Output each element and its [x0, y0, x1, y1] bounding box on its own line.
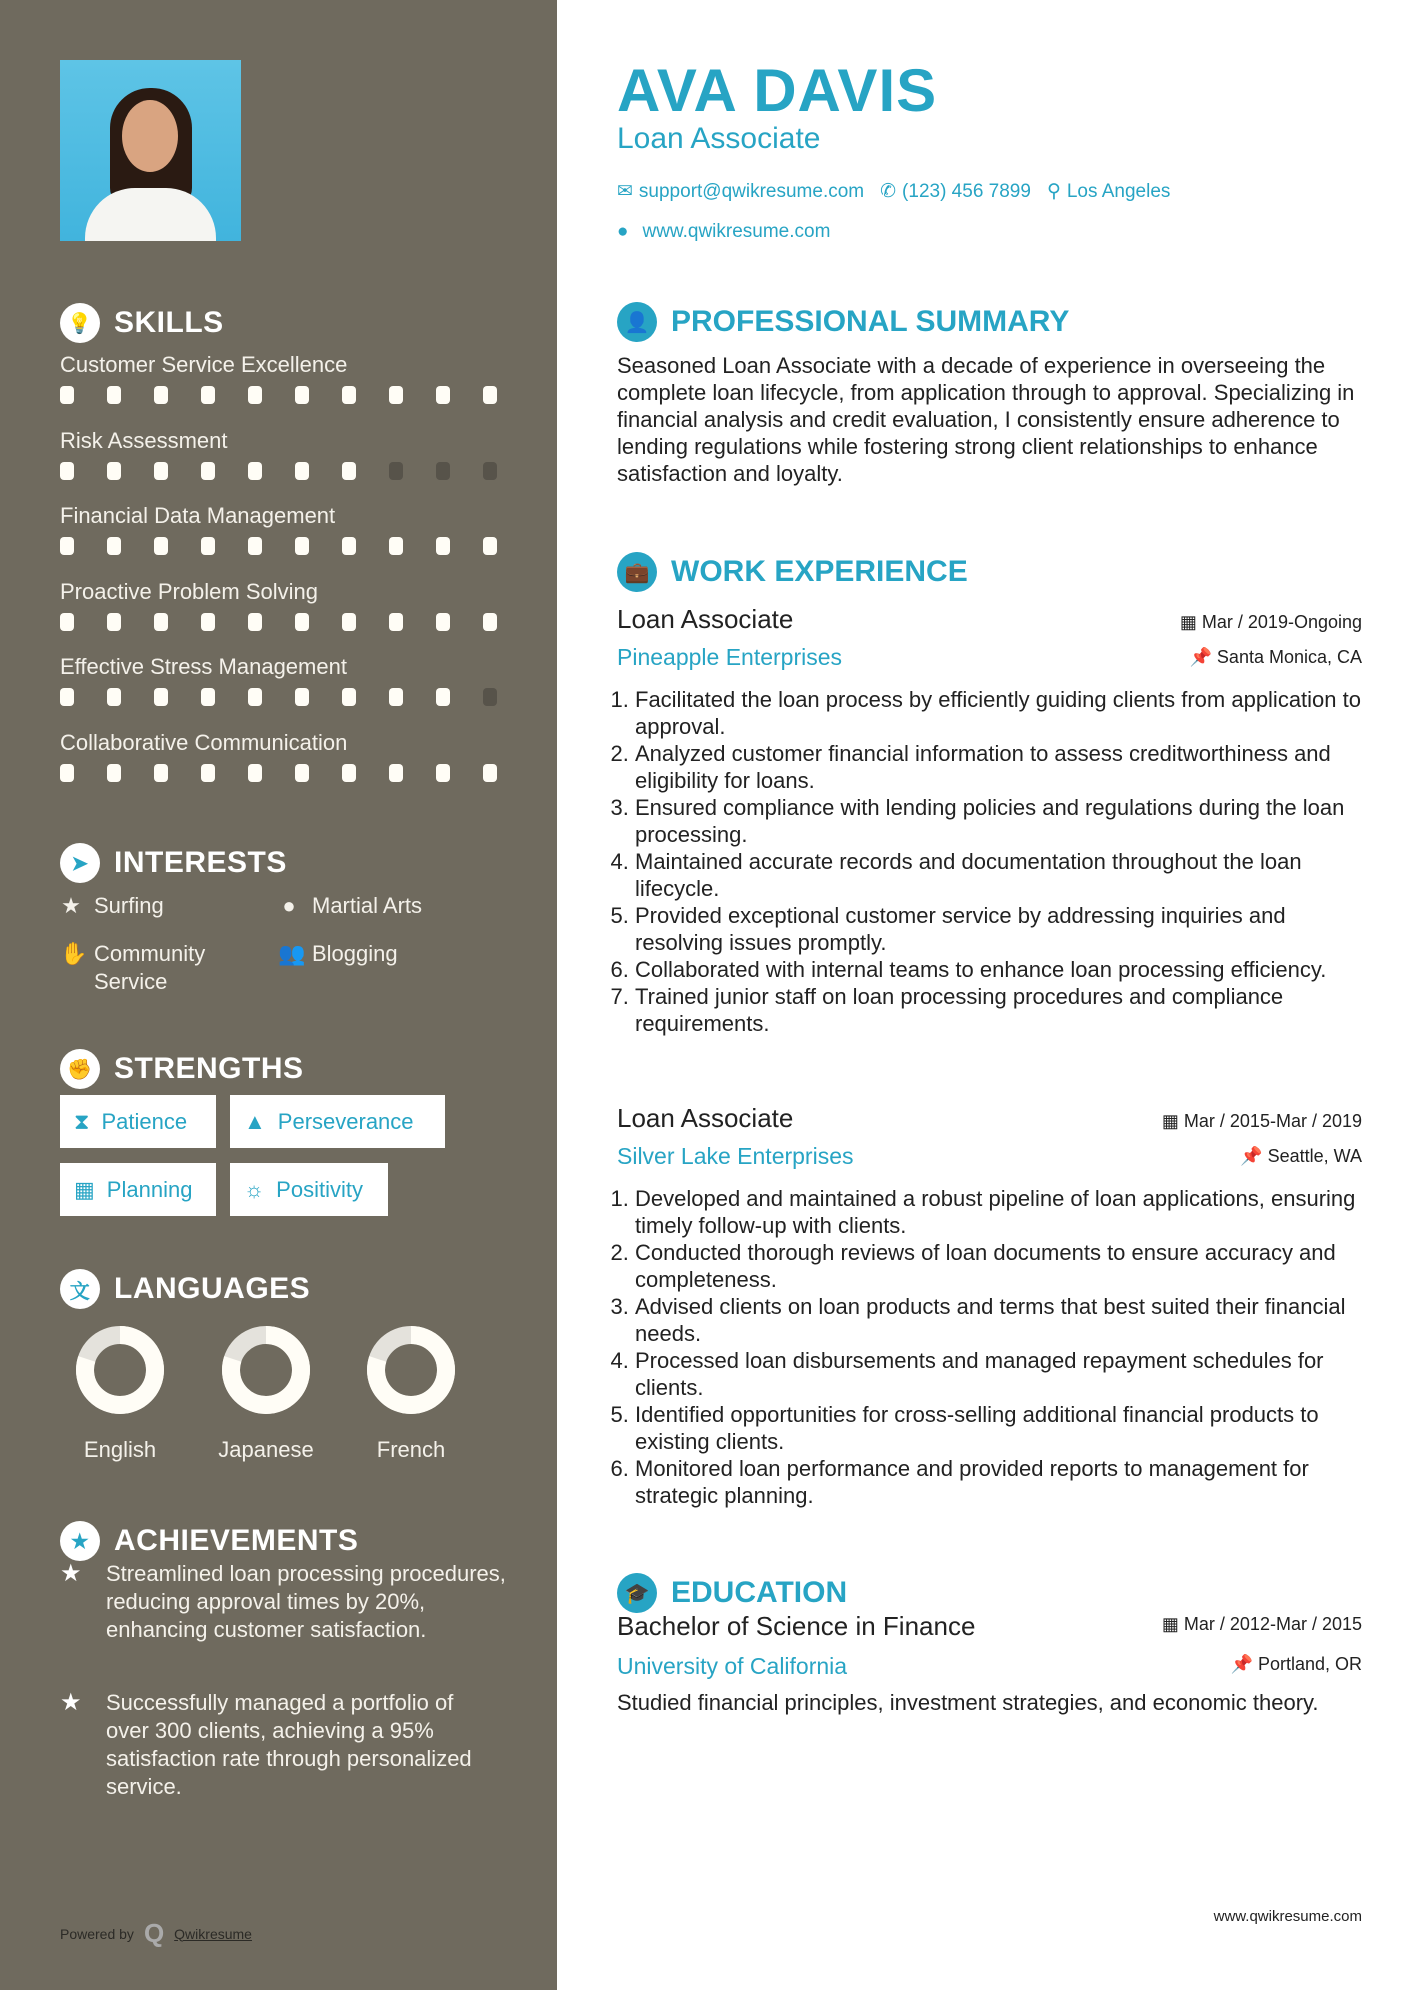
job-bullet: 4. Processed loan disbursements and managed repayment schedules for clients. [635, 1347, 1362, 1401]
rating-dot [389, 613, 403, 631]
interest-item [60, 892, 164, 920]
job-bullet: 2. Analyzed customer financial information to assess creditworthiness and eligibility for loans. [635, 740, 1362, 794]
interest-item [278, 892, 422, 920]
skill-rating [60, 537, 510, 555]
rating-dot [483, 688, 497, 706]
skill-item [60, 503, 510, 555]
globe-icon: ● [617, 221, 629, 242]
rating-dot [107, 537, 121, 555]
rating-dot [483, 613, 497, 631]
rating-dot [107, 764, 121, 782]
summary-heading-text: PROFESSIONAL SUMMARY [671, 305, 1070, 338]
interest-label: Blogging [312, 941, 398, 966]
map-pin-icon: ⚲ [1046, 181, 1061, 202]
rating-dot [154, 688, 168, 706]
skills-heading [60, 303, 224, 343]
rating-dot [483, 462, 497, 480]
rating-dot [436, 688, 450, 706]
rating-dot [107, 613, 121, 631]
strength-chip [230, 1095, 445, 1148]
skill-item [60, 428, 510, 480]
skill-item [60, 579, 510, 631]
contact-email[interactable] [617, 180, 864, 203]
skill-rating [60, 386, 510, 404]
rating-dot [154, 462, 168, 480]
road-icon: ▲ [244, 1108, 266, 1134]
rating-dot [483, 537, 497, 555]
rating-dot [248, 386, 262, 404]
rating-dot [201, 462, 215, 480]
language-donut [366, 1325, 456, 1415]
work-heading [617, 552, 968, 592]
profile-photo [60, 60, 241, 241]
pin-icon: 📌 [1230, 1654, 1258, 1674]
rating-dot [389, 462, 403, 480]
rating-dot [154, 764, 168, 782]
skill-label: Proactive Problem Solving [60, 578, 319, 604]
location-text: Seattle, WA [1267, 1146, 1362, 1166]
interests-heading [60, 843, 287, 883]
rating-dot [201, 613, 215, 631]
contact-row [617, 180, 1170, 203]
rating-dot [107, 386, 121, 404]
language-item [206, 1325, 326, 1463]
education-heading [617, 1573, 847, 1613]
sidebar [0, 0, 557, 1990]
fist-icon: ✊ [60, 1049, 100, 1089]
dates-text: Mar / 2012-Mar / 2015 [1183, 1614, 1362, 1634]
skill-rating [60, 613, 510, 631]
skills-heading-text: SKILLS [114, 306, 224, 339]
language-donut [221, 1325, 311, 1415]
rating-dot [154, 613, 168, 631]
strength-label: Positivity [276, 1176, 363, 1202]
degree: Bachelor of Science in Finance [617, 1611, 976, 1641]
work-heading-text: WORK EXPERIENCE [671, 555, 968, 588]
rating-dot [248, 537, 262, 555]
sun-icon: ☼ [244, 1176, 265, 1202]
job-dates [1180, 612, 1362, 633]
rating-dot [342, 462, 356, 480]
rating-dot [60, 613, 74, 631]
skill-item [60, 352, 510, 404]
candidate-title: Loan Associate [617, 122, 821, 155]
strengths-heading-text: STRENGTHS [114, 1052, 304, 1085]
rating-dot [436, 613, 450, 631]
job-dates [1162, 1111, 1362, 1132]
strength-label: Planning [106, 1176, 193, 1202]
pin-icon: 📌 [1189, 647, 1217, 667]
achievements-heading [60, 1521, 358, 1561]
rating-dot [201, 537, 215, 555]
skill-rating [60, 688, 510, 706]
achievement-item [60, 1560, 510, 1644]
rating-dot [389, 537, 403, 555]
education-dates [1162, 1614, 1362, 1635]
website-text: www.qwikresume.com [642, 221, 831, 242]
users-icon: 👥 [278, 941, 306, 966]
paper-plane-icon: ➤ [60, 843, 100, 883]
job-bullet: 2. Conducted thorough reviews of loan documents to ensure accuracy and completeness. [635, 1239, 1362, 1293]
contact-phone [880, 180, 1031, 203]
languages-heading-text: LANGUAGES [114, 1272, 311, 1305]
calendar-icon: ▦ [1179, 612, 1202, 632]
summary-heading [617, 302, 1069, 342]
job-bullet: 4. Maintained accurate records and documentation throughout the loan lifecycle. [635, 848, 1362, 902]
job-bullet: 3. Ensured compliance with lending policies and regulations during the loan processing. [635, 794, 1362, 848]
education-location [1231, 1654, 1362, 1675]
skill-label: Collaborative Communication [60, 729, 348, 755]
rating-dot [295, 386, 309, 404]
email-text: support@qwikresume.com [638, 181, 865, 202]
job-bullet: 6. Monitored loan performance and provided reports to management for strategic planning. [635, 1455, 1362, 1509]
interest-label: Martial Arts [312, 893, 423, 918]
job-location [1190, 647, 1363, 668]
dates-text: Mar / 2019-Ongoing [1201, 612, 1362, 632]
school: University of California [617, 1653, 848, 1679]
rating-dot [389, 764, 403, 782]
rating-dot [201, 386, 215, 404]
job-bullets [617, 686, 1362, 1037]
skill-label: Effective Stress Management [60, 654, 347, 679]
job-bullet: 5. Identified opportunities for cross-selling additional financial products to existing clients. [635, 1401, 1362, 1455]
education-text: Studied financial principles, investment strategies, and economic theory. [617, 1690, 1319, 1715]
interest-label: Surfing [94, 893, 164, 918]
shooting-star-icon: ★ [60, 1689, 82, 1716]
rating-dot [436, 462, 450, 480]
globe-icon: ● [282, 893, 296, 918]
rating-dot [295, 688, 309, 706]
phone-text: (123) 456 7899 [902, 181, 1031, 202]
interests-heading-text: INTERESTS [114, 846, 287, 879]
rating-dot [342, 537, 356, 555]
rating-dot [389, 386, 403, 404]
rating-dot [154, 537, 168, 555]
rating-dot [436, 386, 450, 404]
hourglass-icon: ⧗ [74, 1108, 90, 1134]
job-company: Silver Lake Enterprises [617, 1143, 854, 1169]
rating-dot [60, 462, 74, 480]
skill-label: Customer Service Excellence [60, 352, 348, 377]
rating-dot [295, 613, 309, 631]
rating-dot [154, 386, 168, 404]
interest-item [60, 940, 260, 996]
calendar-icon: ▦ [74, 1176, 95, 1202]
job-location [1240, 1146, 1362, 1167]
calendar-icon: ▦ [1161, 1614, 1184, 1634]
rating-dot [342, 688, 356, 706]
powered-by-text: Powered by [60, 1925, 134, 1942]
achievement-text: Streamlined loan processing procedures, reducing approval times by 20%, enhancing customer satisfaction. [106, 1561, 506, 1642]
skill-rating [60, 462, 510, 480]
rating-dot [483, 764, 497, 782]
interest-label: Community Service [94, 941, 206, 994]
education-heading-text: EDUCATION [671, 1576, 848, 1609]
job-bullets [617, 1185, 1362, 1509]
language-label: Japanese [218, 1437, 314, 1462]
rating-dot [342, 764, 356, 782]
contact-location [1047, 180, 1170, 203]
rating-dot [107, 688, 121, 706]
graduation-cap-icon: 🎓 [617, 1573, 657, 1613]
powered-by [60, 1918, 252, 1949]
rating-dot [342, 613, 356, 631]
rating-dot [60, 688, 74, 706]
candidate-name: AVA DAVIS [617, 57, 938, 124]
strength-label: Perseverance [277, 1108, 414, 1134]
skill-item [60, 654, 510, 706]
skill-item [60, 730, 510, 782]
achievement-text: Successfully managed a portfolio of over 300 clients, achieving a 95% satisfaction rate through personalized service. [106, 1690, 472, 1799]
strength-chip [230, 1163, 388, 1216]
rating-dot [295, 462, 309, 480]
rating-dot [483, 386, 497, 404]
calendar-icon: ▦ [1161, 1111, 1184, 1131]
rating-dot [60, 764, 74, 782]
star-icon: ★ [61, 893, 81, 918]
star-badge-icon: ★ [60, 1521, 100, 1561]
achievements-heading-text: ACHIEVEMENTS [114, 1524, 359, 1557]
job-bullet: 1. Facilitated the loan process by efficiently guiding clients from application to approval. [635, 686, 1362, 740]
briefcase-icon: 💼 [617, 552, 657, 592]
rating-dot [248, 764, 262, 782]
location-text: Portland, OR [1257, 1654, 1362, 1674]
rating-dot [201, 688, 215, 706]
rating-dot [389, 688, 403, 706]
rating-dot [295, 537, 309, 555]
phone-icon: ✆ [880, 181, 897, 202]
rating-dot [60, 537, 74, 555]
qwikresume-logo: Q [143, 1918, 165, 1948]
job-company: Pineapple Enterprises [617, 644, 843, 670]
summary-text: Seasoned Loan Associate with a decade of experience in overseeing the complete loan lifecycle, from application through to approval. Specializing in financial analysis and credit evaluation, I consistently ensure adherence to lending regulations while fostering strong client relationships to enhance satisfaction and loyalty. [617, 353, 1355, 486]
language-item [60, 1325, 180, 1463]
language-label: French [376, 1437, 446, 1462]
language-label: English [83, 1437, 157, 1462]
lightbulb-icon: 💡 [60, 303, 100, 343]
skill-label: Risk Assessment [60, 427, 228, 453]
skill-label: Financial Data Management [60, 503, 336, 528]
languages-heading [60, 1269, 310, 1309]
strength-chip [60, 1095, 216, 1148]
contact-website[interactable] [617, 221, 830, 243]
shooting-star-icon: ★ [60, 1560, 82, 1587]
rating-dot [436, 537, 450, 555]
rating-dot [60, 386, 74, 404]
location-text: Santa Monica, CA [1216, 647, 1362, 667]
job-title: Loan Associate [617, 1103, 794, 1133]
envelope-icon: ✉ [617, 181, 633, 202]
rating-dot [248, 462, 262, 480]
rating-dot [436, 764, 450, 782]
job-bullet: 5. Provided exceptional customer service by addressing inquiries and resolving issues promptly. [635, 902, 1362, 956]
achievement-item [60, 1689, 510, 1801]
rating-dot [248, 688, 262, 706]
job-title: Loan Associate [617, 604, 794, 634]
job-bullet: 1. Developed and maintained a robust pipeline of loan applications, ensuring timely follow-up with clients. [635, 1185, 1362, 1239]
footer-website[interactable]: www.qwikresume.com [1213, 1908, 1362, 1925]
qwikresume-link[interactable]: Qwikresume [174, 1925, 252, 1942]
rating-dot [201, 764, 215, 782]
pin-icon: 📌 [1240, 1146, 1268, 1166]
dates-text: Mar / 2015-Mar / 2019 [1183, 1111, 1362, 1131]
skill-rating [60, 764, 510, 782]
language-donut [75, 1325, 165, 1415]
language-item [351, 1325, 471, 1463]
job-bullet: 7. Trained junior staff on loan processing procedures and compliance requirements. [635, 983, 1362, 1037]
location-text: Los Angeles [1066, 181, 1171, 202]
rating-dot [342, 386, 356, 404]
interest-item [278, 940, 398, 968]
job-bullet: 6. Collaborated with internal teams to enhance loan processing efficiency. [635, 956, 1362, 983]
strengths-heading [60, 1049, 304, 1089]
rating-dot [295, 764, 309, 782]
language-icon: 文 [60, 1269, 100, 1309]
rating-dot [248, 613, 262, 631]
job-bullet: 3. Advised clients on loan products and terms that best suited their financial needs. [635, 1293, 1362, 1347]
user-icon: 👤 [617, 302, 657, 342]
hand-icon: ✋ [60, 941, 88, 966]
strength-chip [60, 1163, 216, 1216]
strength-label: Patience [101, 1108, 188, 1134]
rating-dot [107, 462, 121, 480]
